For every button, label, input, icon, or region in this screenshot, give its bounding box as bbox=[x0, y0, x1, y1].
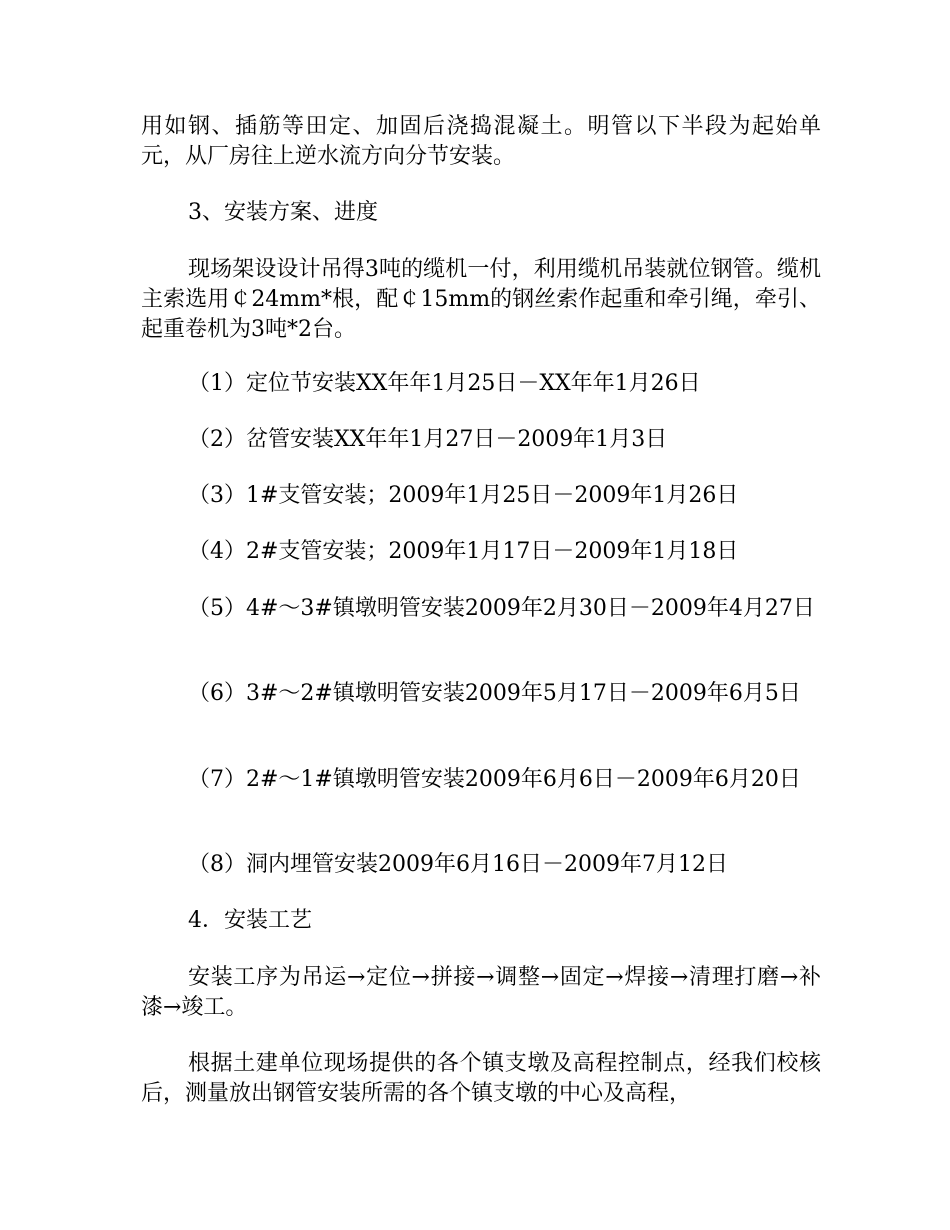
schedule-item-7: （7）2#～1#镇墩明管安装2009年6月6日－2009年6月20日 bbox=[188, 767, 801, 792]
schedule-item-4: （4）2#支管安装；2009年1月17日－2009年1月18日 bbox=[188, 539, 739, 564]
section-heading-install-plan: 3、安装方案、进度 bbox=[188, 200, 378, 225]
schedule-item-8: （8）洞内埋管安装2009年6月16日－2009年7月12日 bbox=[188, 852, 728, 877]
section-heading-install-process: 4．安装工艺 bbox=[188, 908, 312, 933]
schedule-item-1: （1）定位节安装XX年年1月25日－XX年年1月26日 bbox=[188, 371, 701, 396]
schedule-item-3: （3）1#支管安装；2009年1月25日－2009年1月26日 bbox=[188, 483, 739, 508]
paragraph-intro-continued: 用如钢、插筋等田定、加固后浇捣混凝土。明管以下半段为起始单元，从厂房往上逆水流方向分节安装。 bbox=[141, 114, 821, 169]
schedule-item-6: （6）3#～2#镇墩明管安装2009年5月17日－2009年6月5日 bbox=[188, 681, 801, 706]
paragraph-survey-control: 根据土建单位现场提供的各个镇支墩及高程控制点，经我们校核后，测量放出钢管安装所需的各个镇支墩的中心及高程， bbox=[141, 1051, 821, 1106]
schedule-item-5: （5）4#～3#镇墩明管安装2009年2月30日－2009年4月27日 bbox=[188, 596, 815, 621]
schedule-item-2: （2）岔管安装XX年年1月27日－2009年1月3日 bbox=[188, 427, 668, 452]
paragraph-process-steps: 安装工序为吊运→定位→拼接→调整→固定→焊接→清理打磨→补漆→竣工。 bbox=[141, 965, 821, 1020]
paragraph-cable-crane: 现场架设设计吊得3吨的缆机一付，利用缆机吊装就位钢管。缆机主索选用￠24mm*根，配￠15mm的钢丝索作起重和牵引绳，牵引、起重卷机为3吨*2台。 bbox=[141, 257, 821, 342]
